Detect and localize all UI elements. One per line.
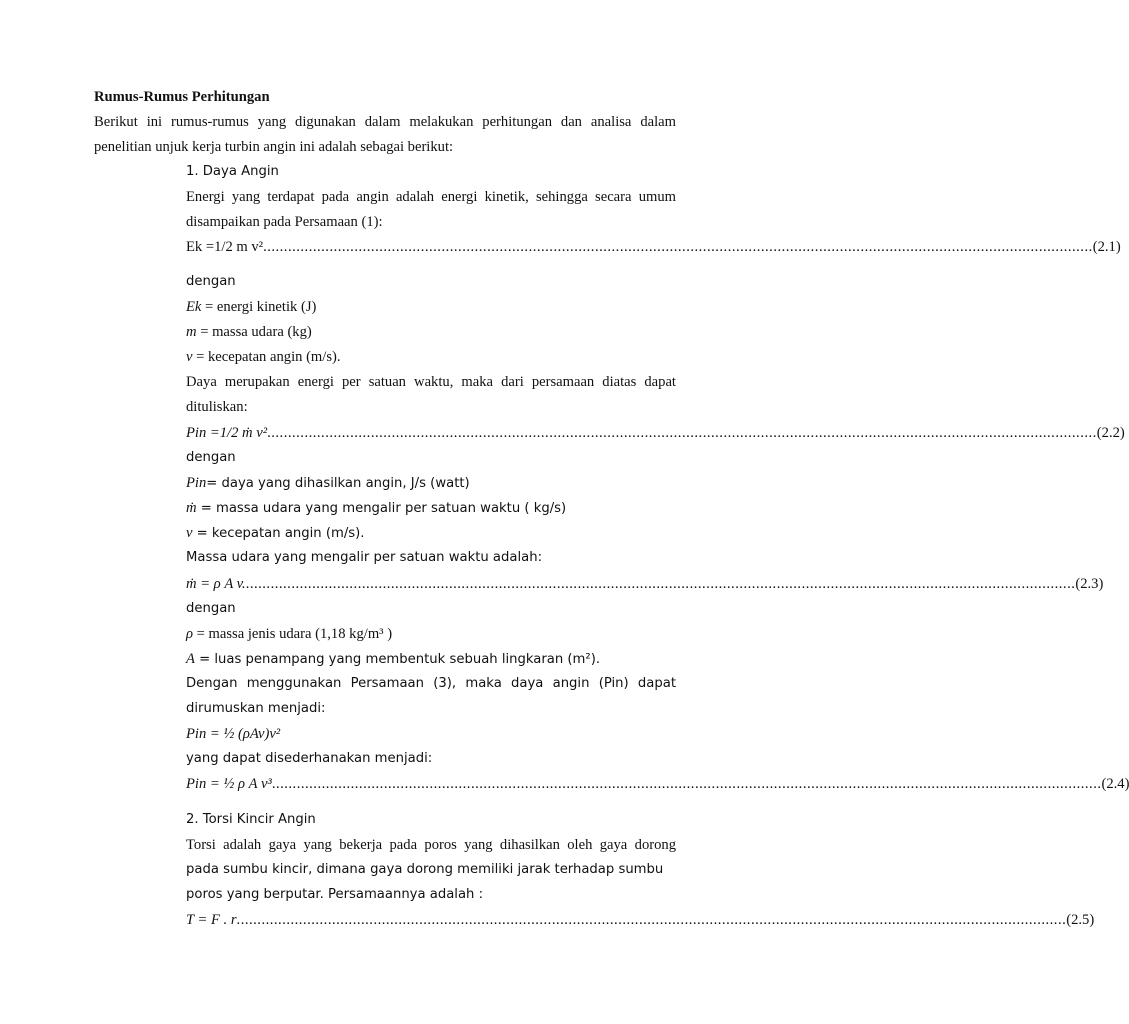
equation-expression: T = F . r: [186, 912, 237, 928]
variable-description: = massa udara (kg): [196, 324, 312, 340]
equation-number: (2.4): [1101, 776, 1129, 792]
variable-definition: [186, 322, 676, 342]
page-title: Rumus-Rumus Perhitungan: [94, 89, 270, 105]
variable-definition: [186, 523, 676, 544]
variable-definition: [186, 624, 676, 644]
leader-dots: ........................................................................................................................................................................................................: [267, 425, 1097, 441]
variable-symbol: v: [186, 349, 193, 365]
dengan-label: dengan: [186, 450, 236, 465]
paragraph-line: Torsi adalah gaya yang bekerja pada poros yang dihasilkan oleh gaya dorong: [186, 837, 676, 853]
variable-description: = energi kinetik (J): [201, 299, 317, 315]
variable-definition: [186, 498, 676, 519]
leader-dots: ........................................................................................................................................................................................................: [271, 776, 1102, 792]
variable-description: = kecepatan angin (m/s).: [192, 349, 341, 365]
variable-description: = massa jenis udara (1,18 kg/m³ ): [193, 626, 393, 642]
equation-number: (2.5): [1066, 912, 1095, 928]
equation-expression: ṁ = ρ A v.: [186, 576, 246, 592]
paragraph-line: yang dapat disederhanakan menjadi:: [186, 751, 433, 766]
variable-description: = luas penampang yang membentuk sebuah lingkaran (m²).: [194, 652, 601, 667]
equation-expression: Pin =1/2 ṁ v²: [186, 425, 268, 441]
section-1-heading: 1. Daya Angin: [186, 164, 279, 179]
dengan-label: dengan: [186, 601, 236, 616]
variable-definition: [186, 473, 676, 494]
paragraph-line: Energi yang terdapat pada angin adalah energi kinetik, sehingga secara umum: [186, 189, 676, 205]
equation-2-4: [186, 774, 1129, 794]
paragraph-line: Massa udara yang mengalir per satuan waktu adalah:: [186, 550, 543, 565]
leader-dots: ........................................................................................................................................................................................................: [245, 576, 1076, 592]
intro-line-2: penelitian unjuk kerja turbin angin ini adalah sebagai berikut:: [94, 139, 454, 155]
equation-expression: [186, 724, 676, 744]
variable-symbol: v: [186, 525, 193, 541]
equation-2-5: [186, 910, 1095, 930]
section-2-heading: 2. Torsi Kincir Angin: [186, 812, 316, 827]
variable-definition: [186, 649, 676, 670]
intro-line-1: Berikut ini rumus-rumus yang digunakan dalam melakukan perhitungan dan analisa dalam: [94, 114, 676, 130]
variable-symbol: A: [186, 651, 195, 667]
variable-description: = massa udara yang mengalir per satuan waktu ( kg/s): [196, 501, 567, 516]
paragraph-line: dirumuskan menjadi:: [186, 701, 326, 716]
variable-description: = daya yang dihasilkan angin, J/s (watt): [206, 476, 470, 491]
paragraph-line: Daya merupakan energi per satuan waktu, maka dari persamaan diatas dapat: [186, 374, 676, 390]
equation-number: (2.1): [1092, 239, 1121, 255]
variable-symbol: Ek: [186, 299, 202, 315]
dengan-label: dengan: [186, 274, 236, 289]
paragraph-line: pada sumbu kincir, dimana gaya dorong memiliki jarak terhadap sumbu: [186, 862, 664, 877]
variable-definition: [186, 347, 676, 367]
paragraph-line: poros yang berputar. Persamaannya adalah :: [186, 887, 484, 902]
paragraph-line: Dengan menggunakan Persamaan (3), maka daya angin (Pin) dapat: [186, 676, 676, 691]
equation-expression: Pin = ½ ρ A v³: [186, 776, 272, 792]
variable-definition: [186, 297, 676, 317]
equation-2-3: [186, 574, 1104, 594]
equation-expression: Ek =1/2 m v²: [186, 239, 264, 255]
variable-symbol: Pin: [186, 475, 207, 491]
paragraph-line: dituliskan:: [186, 399, 248, 415]
variable-symbol: ṁ: [186, 500, 197, 516]
equation-number: (2.2): [1096, 425, 1125, 441]
variable-symbol: m: [186, 324, 197, 340]
leader-dots: ........................................................................................................................................................................................................: [263, 239, 1093, 255]
leader-dots: ........................................................................................................................................................................................................: [236, 912, 1067, 928]
variable-symbol: ρ: [186, 626, 194, 642]
variable-description: = kecepatan angin (m/s).: [192, 526, 365, 541]
equation-2-1: [186, 237, 1121, 257]
equation-text: Pin = ½ (ρAv)v²: [186, 726, 281, 742]
paragraph-line: disampaikan pada Persamaan (1):: [186, 214, 383, 230]
equation-2-2: [186, 423, 1125, 443]
equation-number: (2.3): [1075, 576, 1104, 592]
